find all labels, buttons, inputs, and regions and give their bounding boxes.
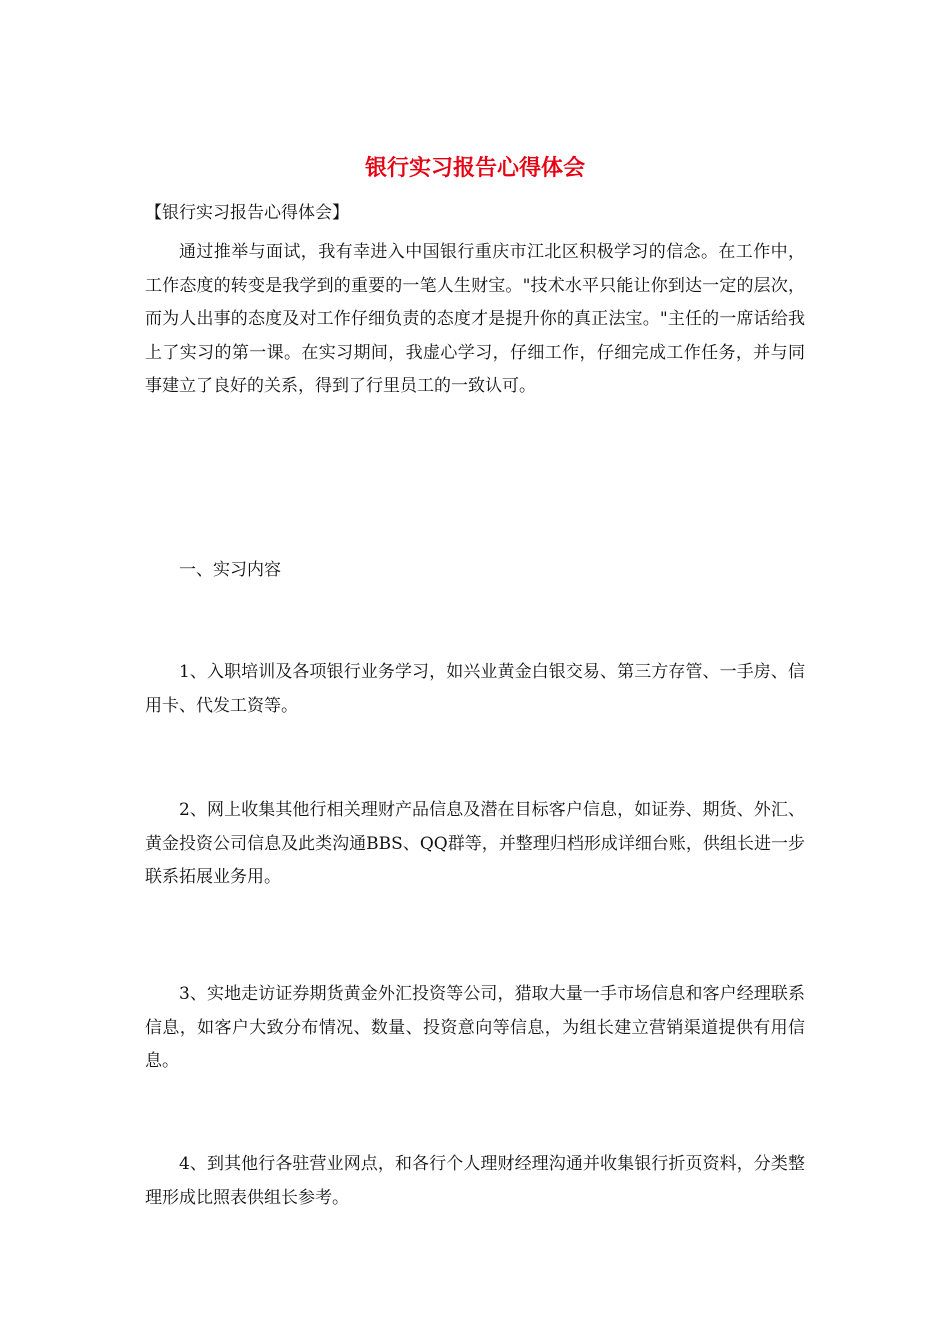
document-subtitle: 【银行实习报告心得体会】 bbox=[145, 203, 349, 223]
list-item: 2、网上收集其他行相关理财产品信息及潜在目标客户信息，如证券、期货、外汇、黄金投资公司信息及此类沟通BBS、QQ群等，并整理归档形成详细台账，供组长进一步联系拓展业务用。 bbox=[145, 800, 805, 887]
list-item: 1、入职培训及各项银行业务学习，如兴业黄金白银交易、第三方存管、一手房、信用卡、代发工资等。 bbox=[145, 662, 805, 716]
list-item: 4、到其他行各驻营业网点，和各行个人理财经理沟通并收集银行折页资料，分类整理形成比照表供组长参考。 bbox=[145, 1154, 805, 1208]
document-title: 银行实习报告心得体会 bbox=[364, 155, 585, 181]
list-item: 3、实地走访证券期货黄金外汇投资等公司，猎取大量一手市场信息和客户经理联系信息，如客户大致分布情况、数量、投资意向等信息，为组长建立营销渠道提供有用信息。 bbox=[145, 984, 805, 1071]
section-heading-internship-content: 一、实习内容 bbox=[179, 560, 281, 580]
intro-paragraph: 通过推举与面试，我有幸进入中国银行重庆市江北区积极学习的信念。在工作中，工作态度的转变是我学到的重要的一笔人生财宝。"技术水平只能让你到达一定的层次，而为人出事的态度及对工作仔细负责的态度才是提升你的真正法宝。"主任的一席话给我上了实习的第一课。在实习期间，我虚心学习，仔细工作，仔细完成工作任务，并与同事建立了良好的关系，得到了行里员工的一致认可。 bbox=[145, 242, 805, 396]
